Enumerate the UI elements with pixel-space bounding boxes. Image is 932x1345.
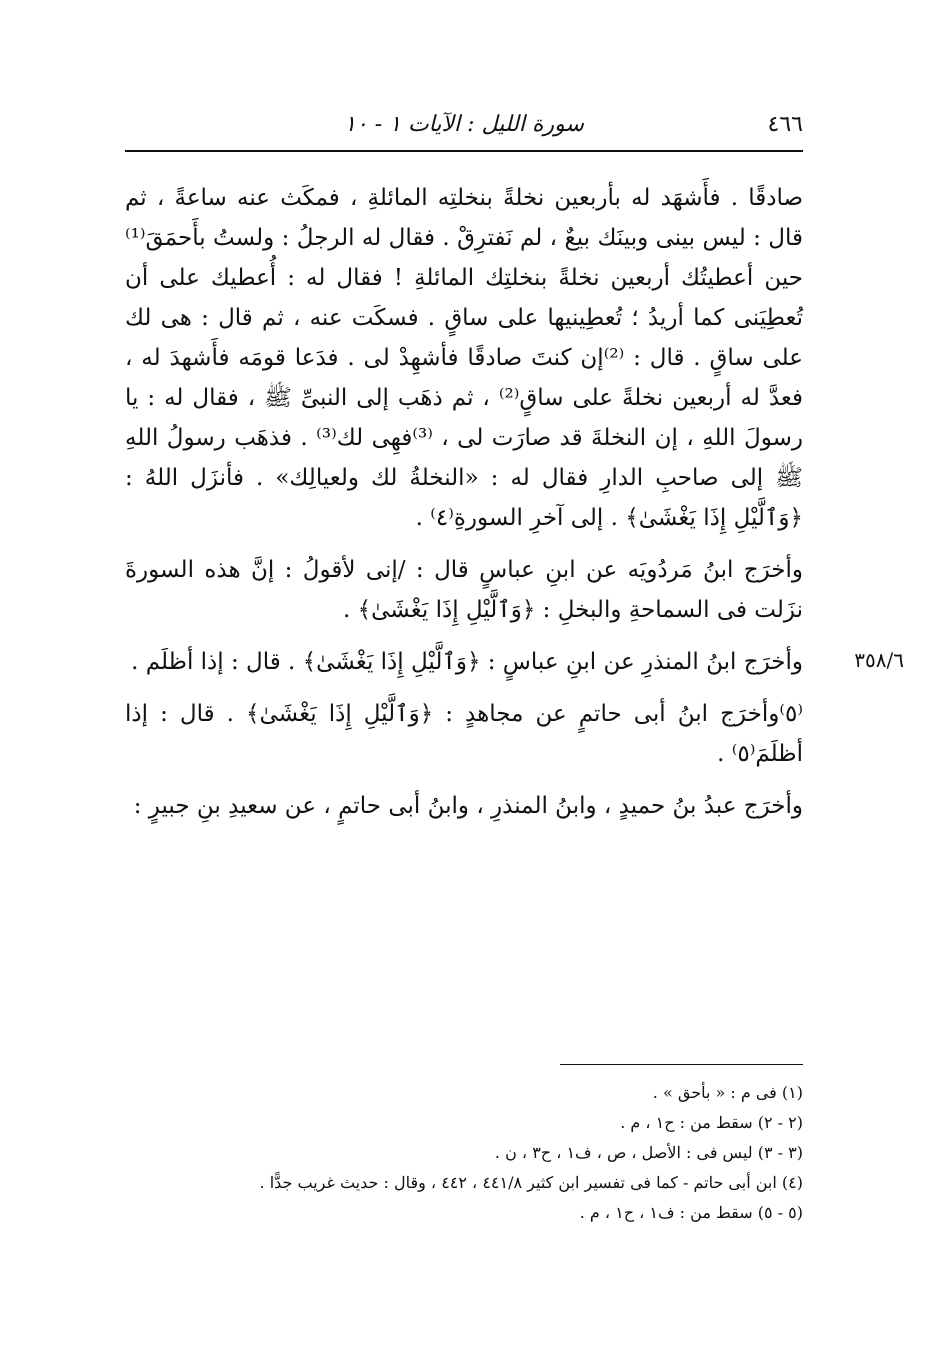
page-header bbox=[125, 112, 803, 152]
main-text bbox=[125, 178, 803, 826]
paragraph: وأخرَج عبدُ بنُ حميدٍ ، وابنُ المنذرِ ، وابنُ أبى حاتمٍ ، عن سعيدِ بنِ جبيرٍ : bbox=[133, 793, 803, 819]
footnote: (٣ - ٣) ليس فى : الأصل ، ص ، ف١ ، ح٣ ، ن . bbox=[494, 1143, 803, 1162]
footnote: (١) فى م : « بأحق » . bbox=[652, 1083, 803, 1102]
paragraph: ⁽٥⁾وأخرَج ابنُ أبى حاتمٍ عن مجاهدٍ : ﴿وَٱلَّيْلِ إِذَا يَغْشَىٰ﴾ . قال : إذا أظلَمَ⁽٥⁾ . bbox=[125, 701, 803, 767]
paragraph: وأخرَج ابنُ المنذرِ عن ابنِ عباسٍ : ﴿وَٱلَّيْلِ إِذَا يَغْشَىٰ﴾ . قال : إذا أظلَم . bbox=[131, 649, 803, 675]
header-rule bbox=[125, 150, 803, 152]
margin-reference: ٣٥٨/٦ bbox=[854, 648, 904, 672]
footnote-rule bbox=[560, 1064, 803, 1065]
footnote: (٤) ابن أبى حاتم - كما فى تفسير ابن كثير ٤٤١/٨ ، ٤٤٢ ، وقال : حديث غريب جدًّا . bbox=[259, 1173, 803, 1192]
footnote: (٥ - ٥) سقط من : ف١ ، ح١ ، م . bbox=[579, 1203, 803, 1222]
paragraph: وأخرَج ابنُ مَردُويَه عن ابنِ عباسٍ قال : /إنى لأقولُ : إنَّ هذه السورةَ نزَلت فى السماحةِ والبخلِ : ﴿وَٱلَّيْلِ إِذَا يَغْشَىٰ﴾ . bbox=[125, 557, 803, 623]
page-number: ٤٦٦ bbox=[767, 112, 803, 137]
running-title: سورة الليل : الآيات ١ - ١٠ bbox=[344, 112, 584, 137]
paragraph: صادقًا . فأَشهَد له بأربعين نخلةً بنخلتِه المائلةِ ، فمكَث عنه ساعةً ، ثم قال : ليس بينى وبينَك بيعٌ ، لم نَفترِقْ . فقال له الرجلُ : ولستُ بأَحمَقَ⁽¹⁾ حين أعطيتُك أربعين نخلةً بنخلتِك المائلةِ ! فقال له : أُعطيك على أن تُعطِيَنى كما أريدُ ؛ تُعطِينيها على ساقٍ . فسكَت عنه ، ثم قال : هى لك على ساقٍ . قال : ⁽²⁾إن كنتَ صادقًا فأشهِدْ لى . فدَعا قومَه فأَشهدَ له ، فعدَّ له أربعين نخلةً على ساقٍ⁽²⁾ ، ثم ذهَب إلى النبىِّ ﷺ ، فقال له : يا رسولَ اللهِ ، إن النخلةَ قد صارَت لى ، ⁽³⁾فهِى لك⁽³⁾ . فذهَب رسولُ اللهِ ﷺ إلى صاحبِ الدارِ فقال له : «النخلةُ لك ولعيالِك» . فأنزَل اللهُ : ﴿وَٱلَّيْلِ إِذَا يَغْشَىٰ﴾ . إلى آخرِ السورةِ⁽٤⁾ . bbox=[125, 185, 803, 531]
footnotes bbox=[125, 1078, 803, 1228]
footnote: (٢ - ٢) سقط من : ح١ ، م . bbox=[620, 1113, 803, 1132]
